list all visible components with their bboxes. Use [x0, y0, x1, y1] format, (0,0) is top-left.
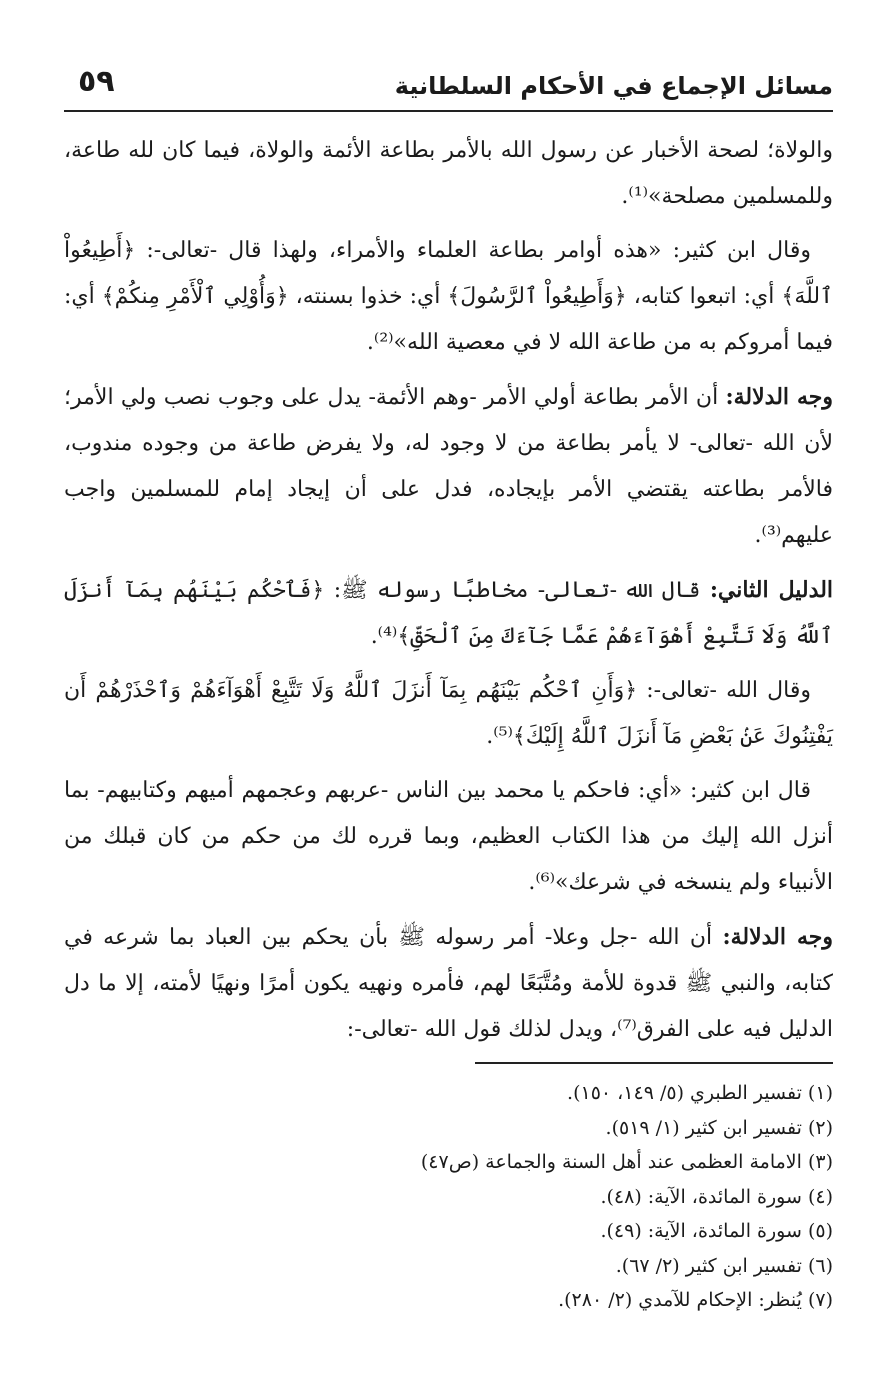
main-text [64, 128, 833, 1061]
footnote: (٥) سورة المائدة، الآية: (٤٩). [600, 1220, 833, 1242]
paragraph-text: أن الله -جل وعلا- أمر رسوله ﷺ بأن يحكم بين العباد بما شرعه في كتابه، والنبي ﷺ قدوة للأمة ومُتَّبَعًا لهم، فأمره ونهيه يكون أمرًا ونهيًا لأمته، إلا ما دل الدليل فيه على الفرق⁽⁷⁾، ويدل لذلك قول الله -تعالى-: [64, 925, 833, 1042]
paragraph-lead: الدليل الثاني: [709, 577, 834, 603]
running-title: مسائل الإجماع في الأحكام السلطانية [394, 72, 833, 100]
paragraph-text: قال الله -تعالى- مخاطبًا رسوله ﷺ: ﴿فَٱحْكُم بَيْنَهُم بِمَآ أَنزَلَ ٱللَّهُ وَلَا تَتَّبِعْ أَهْوَآءَهُمْ عَمَّا جَآءَكَ مِنَ ٱلْحَقِّ﴾⁽⁴⁾. [64, 578, 833, 649]
paragraph-lead: وجه الدلالة: [722, 924, 834, 950]
paragraph [64, 567, 833, 660]
paragraph [64, 128, 833, 220]
page-number: ٥٩ [78, 64, 115, 99]
paragraph [64, 374, 833, 559]
footnote: (١) تفسير الطبري (٥/ ١٤٩، ١٥٠). [567, 1082, 833, 1104]
paragraph-text: وقال ابن كثير: «هذه أوامر بطاعة العلماء والأمراء، ولهذا قال -تعالى-: ﴿أَطِيعُواْ ٱللَّهَ﴾ أي: اتبعوا كتابه، ﴿وَأَطِيعُواْ ٱلرَّسُولَ﴾ أي: خذوا بسنته، ﴿وَأُوْلِي ٱلْأَمْرِ مِنكُمْ﴾ أي: فيما أمروكم به من طاعة الله لا في معصية الله»⁽²⁾. [64, 238, 833, 355]
paragraph [64, 914, 833, 1053]
paragraph-text: والولاة؛ لصحة الأخبار عن رسول الله بالأمر بطاعة الأئمة والولاة، فيما كان لله طاعة، وللمسلمين مصلحة»⁽¹⁾. [64, 138, 833, 209]
footnote: (٦) تفسير ابن كثير (٢/ ٦٧). [615, 1254, 833, 1277]
paragraph-lead: وجه الدلالة: [725, 384, 833, 410]
paragraph [64, 768, 833, 906]
footnote: (٧) يُنظر: الإحكام للآمدي (٢/ ٢٨٠). [558, 1289, 833, 1311]
paragraph-text: أن الأمر بطاعة أولي الأمر -وهم الأئمة- يدل على وجوب نصب ولي الأمر؛ لأن الله -تعالى- لا يأمر بطاعة من لا وجود له، ولا يفرض طاعة من وجوده مندوب، فالأمر بطاعته يقتضي الأمر بإيجاده، فدل على أن إيجاد إمام للمسلمين واجب عليهم⁽³⁾. [64, 385, 833, 548]
paragraph-text: وقال الله -تعالى-: ﴿وَأَنِ ٱحْكُم بَيْنَهُم بِمَآ أَنزَلَ ٱللَّهُ وَلَا تَتَّبِعْ أَهْوَآءَهُمْ وَٱحْذَرْهُمْ أَن يَفْتِنُوكَ عَنۢ بَعْضِ مَآ أَنزَلَ ٱللَّهُ إِلَيْكَ﴾⁽⁵⁾. [64, 678, 833, 749]
footnote: (٢) تفسير ابن كثير (١/ ٥١٩). [605, 1116, 833, 1139]
paragraph [64, 668, 833, 760]
paragraph-text: قال ابن كثير: «أي: فاحكم يا محمد بين الناس -عربهم وعجمهم أميهم وكتابيهم- بما أنزل الله إليك من هذا الكتاب العظيم، وبما قرره لك من حكم من كان قبلك من الأنبياء ولم ينسخه في شرعك»⁽⁶⁾. [64, 778, 833, 895]
footnotes [64, 1076, 833, 1318]
footnote: (٣) الامامة العظمى عند أهل السنة والجماعة (ص٤٧) [420, 1151, 833, 1173]
paragraph [64, 228, 833, 366]
page-header [64, 56, 833, 112]
footnote: (٤) سورة المائدة، الآية: (٤٨). [600, 1185, 833, 1208]
footnote-divider [475, 1062, 833, 1064]
